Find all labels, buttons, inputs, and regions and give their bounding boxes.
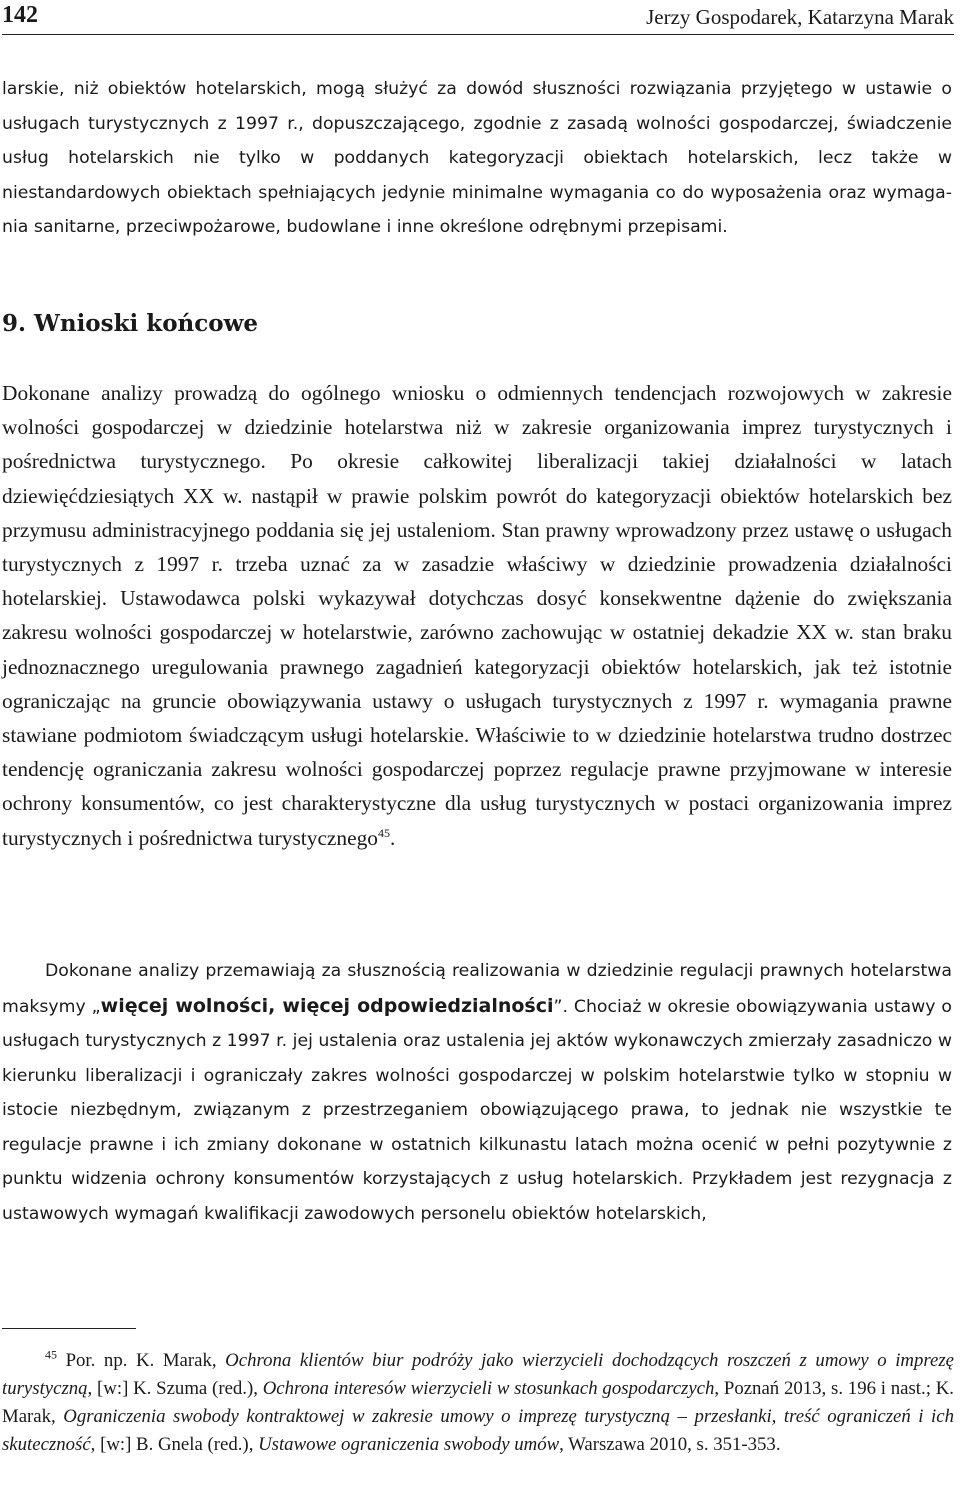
conclusion-paragraph-2-rest: ”. Chociaż w okresie obowiązywania ustawy o usługach turystycznych z 1997 r. jej ustalenia oraz ustalenia jej aktów wykonawczych zmierzały zasadniczo w kierunku liberalizacji i ograniczały zakres wolności gospodarczej w polskim hotelarstwie tylko w stopniu w istocie niezbędnym, związanym z przestrzeganiem obowiązującego prawa, to jednak nie wszystkie te regulacje prawne i ich zmiany dokonane w ostatnich kilkunastu latach można ocenić w pełni pozytywnie z punktu widzenia ochrony konsumentów korzystających z usług hotelarskich. Przykładem jest rezygnacja z ustawowych wymagań kwalifikacji zawodowych personelu obiektów hotelarskich, — [2, 996, 952, 1224]
running-head-authors: Jerzy Gospodarek, Katarzyna Marak — [646, 5, 954, 29]
footnote-seg-1: Por. np. K. Marak, — [65, 1350, 226, 1371]
conclusion-paragraph-1 — [2, 376, 952, 855]
conclusion-paragraph-1-end: . — [390, 825, 396, 850]
footnote-title-2: Ochrona interesów wierzycieli w stosunkach gospodarczych — [262, 1378, 715, 1399]
intro-paragraph: larskie, niż obiektów hotelarskich, mogą służyć za dowód słuszności rozwiązania przyjętego w ustawie o usługach turystycznych z 1997 r., dopuszczającego, zgodnie z zasadą wolności gospodarczej, świadczenie usług hotelarskich nie tylko w poddanych kategoryzacji obiektach hotelarskich, lecz także w niestandardowych obiektach spełniających jedynie minimalne wymagania co do wyposażenia oraz wymagania sanitarne, przeciwpożarowe, budowlane i inne określone odrębnymi przepisami. — [2, 79, 952, 237]
footnote-seg-3: , Poznań 2013, s. 196 i nast.; K. Marak, — [2, 1378, 954, 1427]
page-number: 142 — [2, 2, 38, 28]
page-header — [2, 0, 954, 35]
footnote-seg-5: , Warszawa 2010, s. 351-353. — [559, 1434, 781, 1455]
section-heading: 9. Wnioski końcowe — [2, 310, 259, 337]
footnote-ref-45[interactable]: 45 — [378, 825, 391, 840]
footnote-seg-4: , [w:] B. Gnela (red.), — [90, 1434, 259, 1455]
footnote-number: 45 — [45, 1347, 57, 1362]
footnote-title-1: Ochrona klientów biur podróży jako wierzycieli dochodzących roszczeń z umowy o imprezę turystyczną — [2, 1350, 954, 1399]
conclusion-paragraph-1-text: Dokonane analizy prowadzą do ogólnego wniosku o odmiennych tendencjach rozwojowych w zakresie wolności gospodarczej w dziedzinie hotelarstwa niż w zakresie organizowania imprez turystycznych i pośrednictwa turystycznego. Po okresie całkowitej liberalizacji takiej działalności w latach dziewięćdziesiątych XX w. nastąpił w prawie polskim powrót do kategoryzacji obiektów hotelarskich bez przymusu administracyjnego poddania się jej ustaleniom. Stan prawny wprowadzony przez ustawę o usługach turystycznych z 1997 r. trzeba uznać za w zasadzie właściwy w dziedzinie prowadzenia działalności hotelarskiej. Ustawodawca polski wykazywał dotychczas dosyć konsekwentne dążenie do zwiększania zakresu wolności gospodarczej w hotelarstwie, zarówno zachowując w ostatniej dekadzie XX w. stan braku jednoznacznego uregulowania prawnego zagadnień kategoryzacji obiektów hotelarskich, jak też istotnie ograniczając na gruncie obowiązywania ustawy o usługach turystycznych z 1997 r. wymagania prawne stawiane podmiotom świadczącym usługi hotelarskie. Właściwie to w dziedzinie hotelarstwa trudno dostrzec tendencję ograniczania zakresu wolności gospodarczej poprzez regulacje prawne przyjmowane w interesie ochrony konsumentów, co jest charakterystyczne dla usług turystycznych w postaci organizowania imprez turystycznych i pośrednictwa turystycznego — [2, 381, 952, 850]
footnote-seg-2: , [w:] K. Szuma (red.), — [87, 1378, 263, 1399]
footnote-45 — [2, 1347, 954, 1459]
maxim-bold: więcej wolności, więcej odpowiedzialności — [100, 994, 554, 1017]
conclusion-paragraph-2 — [2, 954, 952, 1231]
footnote-title-3: Ograniczenia swobody kontraktowej w zakresie umowy o imprezę turystyczną – przesłanki, treść ograniczeń i ich skuteczność — [2, 1406, 954, 1455]
footnote-title-4: Ustawowe ograniczenia swobody umów — [258, 1434, 560, 1455]
footnote-separator — [2, 1328, 136, 1329]
conclusion-paragraph-2-start: Dokonane analizy przemawiają za słusznością realizowania w dziedzinie regulacji prawnych hotelarstwa maksymy „ — [2, 961, 952, 1017]
